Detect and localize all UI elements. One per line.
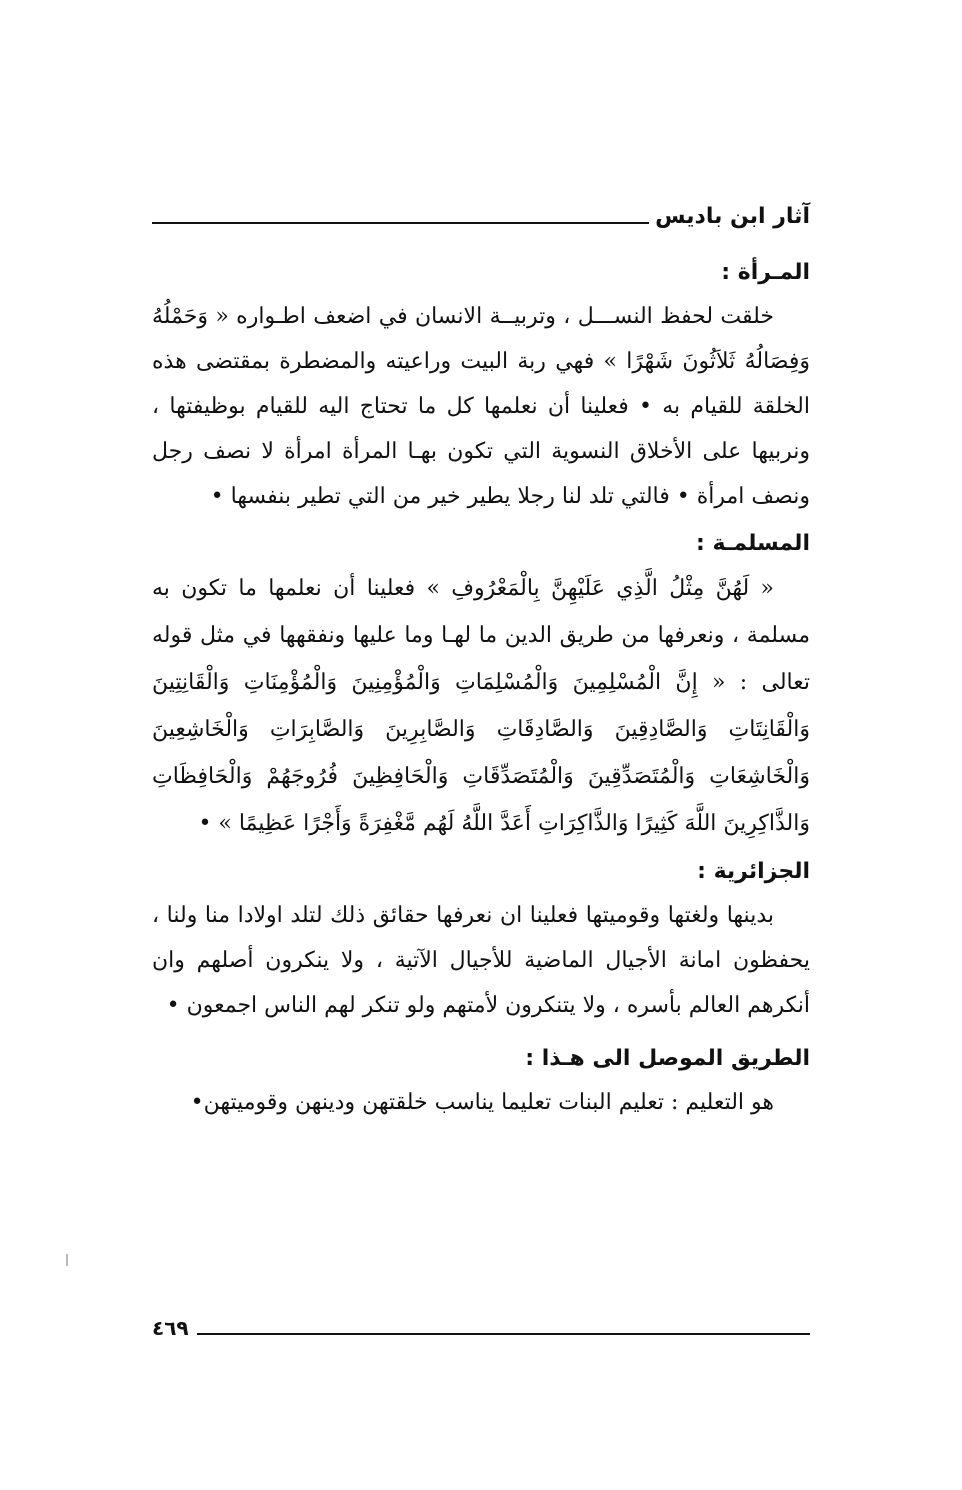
footer-rule bbox=[197, 1333, 810, 1335]
page-number: ٤٦٩ bbox=[152, 1316, 189, 1340]
scan-speck bbox=[66, 1254, 68, 1266]
paragraph: « لَهُنَّ مِثْلُ الَّذِي عَلَيْهِنَّ بِالْمَعْرُوفِ » فعلينا أن نعلمها ما تكون به مسلمة ، ونعرفها من طريق الدين ما لهـا وما عليها ونفقهها في مثل قوله تعالى : « إِنَّ الْمُسْلِمِينَ وَالْمُسْلِمَاتِ وَالْمُؤْمِنِينَ وَالْمُؤْمِنَاتِ وَالْقَانِتِينَ وَالْقَانِتَاتِ وَالصَّادِقِينَ وَالصَّادِقَاتِ وَالصَّابِرِينَ وَالصَّابِرَاتِ وَالْخَاشِعِينَ وَالْخَاشِعَاتِ وَالْمُتَصَدِّقِينَ وَالْمُتَصَدِّقَاتِ وَالْحَافِظِينَ فُرُوجَهُمْ وَالْحَافِظَاتِ وَالذَّاكِرِينَ اللَّهَ كَثِيرًا وَالذَّاكِرَاتِ أَعَدَّ اللَّهُ لَهُم مَّغْفِرَةً وَأَجْرًا عَظِيمًا » • bbox=[152, 576, 810, 836]
section-the-way bbox=[152, 1038, 810, 1125]
section-heading: الطريق الموصل الى هـذا : bbox=[525, 1046, 810, 1071]
paragraph: هو التعليم : تعليم البنات تعليما يناسب خلقتهن ودينهن وقوميتهن• bbox=[190, 1090, 774, 1115]
section-heading: المسلمـة : bbox=[696, 531, 810, 556]
header-rule bbox=[152, 222, 649, 224]
section-algerian-woman bbox=[152, 851, 810, 1028]
page-footer bbox=[152, 1310, 810, 1346]
section-heading: الجزائرية : bbox=[697, 859, 810, 884]
paragraph: خلقت لحفظ النســـل ، وتربيــة الانسان في اضعف اطـواره « وَحَمْلُهُ وَفِصَالُهُ ثَلاَثُونَ شَهْرًا » فهي ربة البيت وراعيته والمضطرة بمقتضى هذه الخلقة للقيام به • فعلينا أن نعلمها كل ما تحتاج اليه للقيام بوظيفتها ، ونربيها على الأخلاق النسوية التي تكون بهـا المرأة امرأة لا نصف رجل ونصف امرأة • فالتي تلد لنا رجلا يطير خير من التي تطير بنفسها • bbox=[152, 304, 810, 509]
section-woman bbox=[152, 252, 810, 519]
section-heading: المـرأة : bbox=[721, 260, 810, 285]
section-muslim-woman bbox=[152, 523, 810, 847]
page-body bbox=[152, 252, 810, 1129]
running-header bbox=[152, 196, 810, 236]
running-title: آثار ابن باديس bbox=[655, 203, 810, 229]
paragraph: بدينها ولغتها وقوميتها فعلينا ان نعرفها حقائق ذلك لتلد اولادا منا ولنا ، يحفظون امانة الأجيال الماضية للأجيال الآتية ، ولا ينكرون أصلهم وان أنكرهم العالم بأسره ، ولا يتنكرون لأمتهم ولو تنكر لهم الناس اجمعون • bbox=[152, 903, 810, 1018]
